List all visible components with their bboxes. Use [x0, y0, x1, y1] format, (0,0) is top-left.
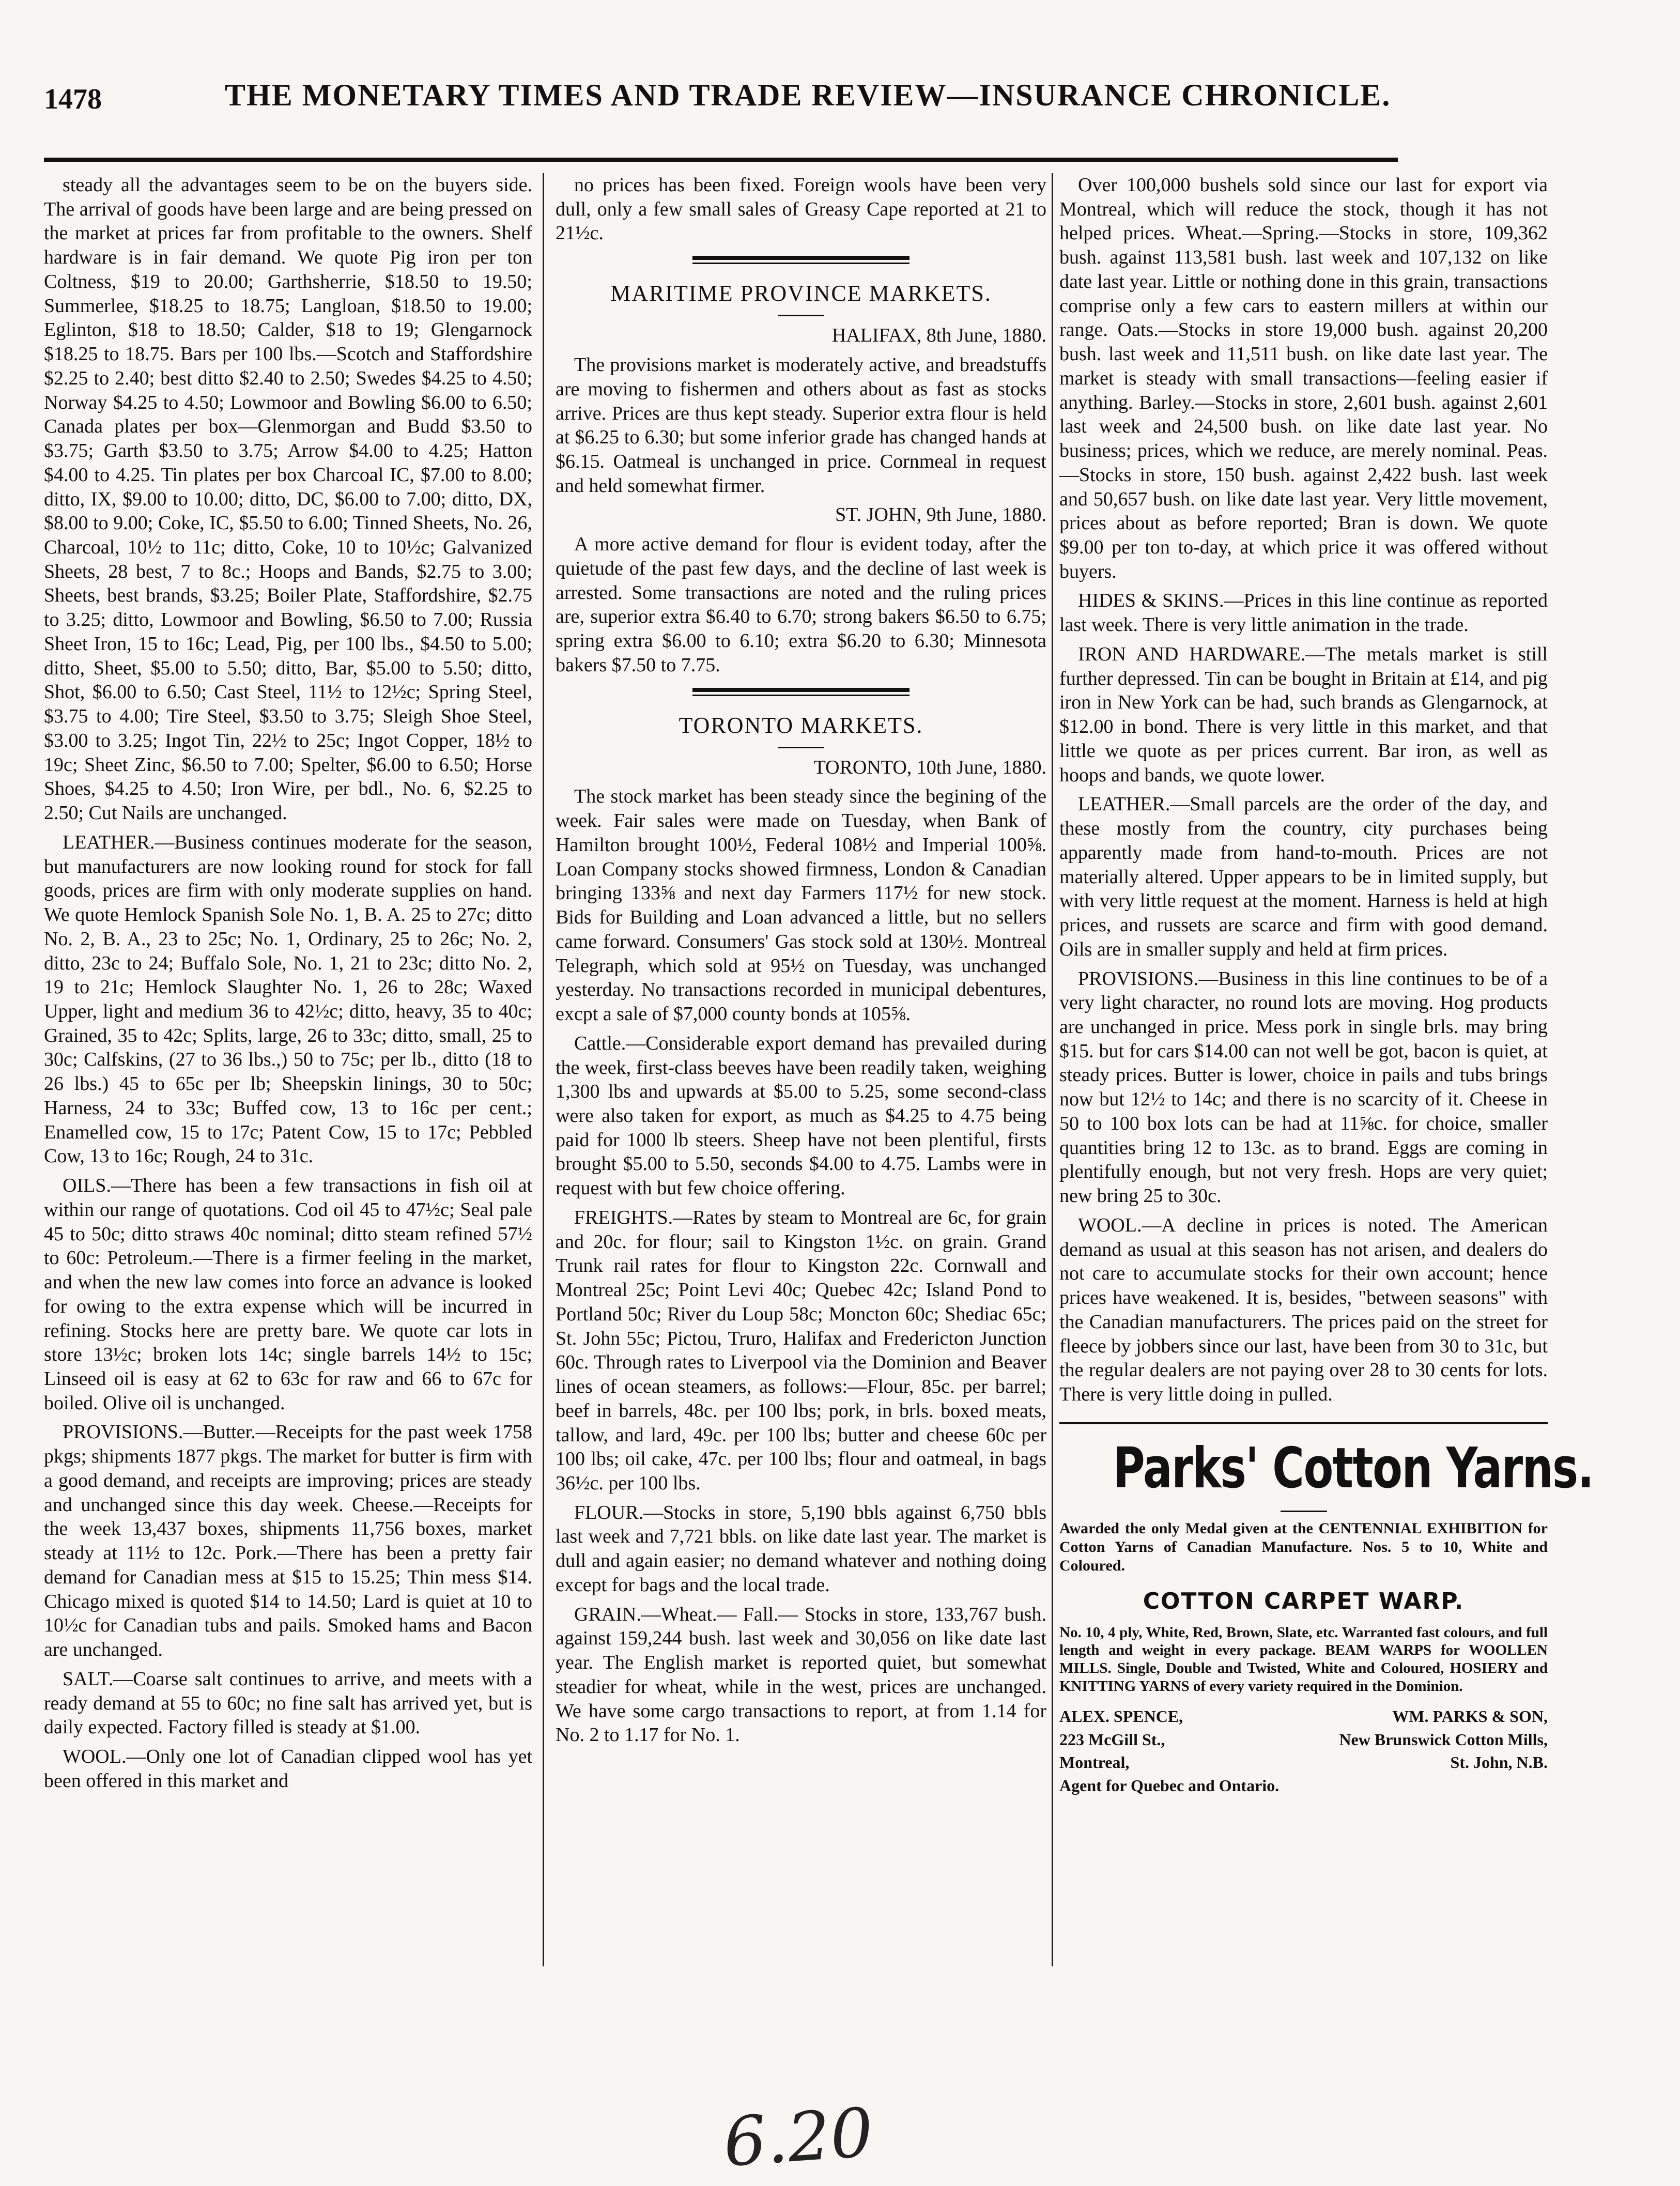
cattle-paragraph: Cattle.—Considerable export demand has prevailed during the week, first-class beeves have been readily taken, weighing 1,300 lbs and upwards at $5.00 to 5.25, some second-class were also taken for export, as much as $4.25 to 4.75 being paid for 1000 lb steers. Sheep have not been plentiful, firsts brought $5.00 to 5.50, seconds $4.00 to 4.75. Lambs were in request with but few choice offering. — [556, 1032, 1046, 1199]
freights-paragraph: FREIGHTS.—Rates by steam to Montreal are 6c, for grain and 20c. for flour; sail to Kingston 1½c. on grain. Grand Trunk rail rates for flour to Kingston 22c. Cornwall and Montreal 25c; Point Levi 40c; Quebec 42c; Island Pond to Portland 50c; River du Loup 58c; Moncton 60c; Shediac 65c; St. John 55c; Pictou, Truro, Halifax and Fredericton Junction 60c. Through rates to Liverpool via the Dominion and Beaver lines of ocean steamers, as follows:—Flour, 85c. per barrel; beef in barrels, 48c. per 100 lbs; pork, in brls. boxed meats, tallow, and lard, 49c. per 100 lbs; butter and cheese 60c per 100 lbs; oil cake, 47c. per 100 lbs; flour and oatmeal, in bags 36½c. per 100 lbs. — [556, 1206, 1046, 1494]
stjohn-dateline: ST. JOHN, 9th June, 1880. — [835, 504, 1046, 526]
wool-continued-paragraph: no prices has been fixed. Foreign wools have been very dull, only a few small sales of Greasy Cape reported at 21 to 21½c. — [556, 174, 1046, 244]
company-name: WM. PARKS & SON, — [1392, 1706, 1548, 1726]
section-divider — [692, 256, 910, 264]
column-rule — [543, 173, 544, 1966]
header-rule — [44, 158, 1398, 162]
provisions-paragraph: PROVISIONS.—Butter.—Receipts for the past week 1758 pkgs; shipments 1877 pkgs. The market for butter is firm with a good demand, and receipts are improving; prices are steady and unchanged since this day week. Cheese.—Receipts for the week 13,437 boxes, shipments 11,756 boxes, market steady at 11½ to 12c. Pork.—There has been a pretty fair demand for Canadian mess at $15 to 15.25; Thin mess $14. Chicago mixed is quoted $14 to 14.50; Lard is quiet at 10 to 10½c for Canadian tubs and pails. Smoked hams and Bacon are unchanged. — [44, 1421, 532, 1661]
wool-paragraph: WOOL.—Only one lot of Canadian clipped wool has yet been offered in this market and — [44, 1746, 532, 1792]
ad-title: Parks' Cotton Yarns. — [1113, 1436, 1594, 1501]
column-3 — [1059, 173, 1594, 1797]
salt-paragraph: SALT.—Coarse salt continues to arrive, and meets with a ready demand at 55 to 60c; no fine salt has arrived yet, but is daily expected. Factory filled is steady at $1.00. — [44, 1668, 532, 1738]
page-number: 1478 — [44, 83, 102, 115]
parks-cotton-advertisement — [1059, 1422, 1594, 1797]
toronto-dateline: TORONTO, 10th June, 1880. — [813, 756, 1046, 778]
agent-address: 223 McGill St., — [1059, 1730, 1165, 1749]
ad-subtitle: Awarded the only Medal given at the CENTENNIAL EXHIBITION for Cotton Yarns of Canadian Manufacture. Nos. 5 to 10, White and Coloured. — [1059, 1519, 1548, 1574]
halifax-paragraph: The provisions market is moderately active, and breadstuffs are moving to fishermen and others about as fast as stocks arrive. Prices are thus kept steady. Superior extra flour is held at $6.25 to 6.30; but some inferior grade has changed hands at $6.15. Oatmeal is unchanged in price. Cornmeal in request and held somewhat firmer. — [556, 354, 1046, 497]
stjohn-paragraph: A more active demand for flour is evident today, after the quietude of the past few days, and the decline of last week is arrested. Some transactions are noted and the ruling prices are, superior extra $6.40 to 6.70; strong bakers $6.50 to 6.75; spring extra $6.00 to 6.10; extra $6.20 to 6.30; Minnesota bakers $7.50 to 7.75. — [556, 533, 1046, 676]
ad-company-block — [1339, 1705, 1548, 1797]
hardware-paragraph: steady all the advantages seem to be on the buyers side. The arrival of goods have been large and are being pressed on the market at prices far from profitable to the owners. Shelf hardware is in fair demand. We quote Pig iron per ton Coltness, $19 to 20.00; Garthsherrie, $18.50 to 19.50; Summerlee, $18.25 to 18.75; Langloan, $18.50 to 19.00; Eglinton, $18 to 18.50; Calder, $18 to 19; Glengarnock $18.25 to 18.75. Bars per 100 lbs.—Scotch and Staffordshire $2.25 to 2.40; best ditto $2.40 to 2.50; Swedes $4.25 to 4.50; Norway $4.25 to 4.50; Lowmoor and Bowling $6.00 to 6.50; Canada plates per box—Glenmorgan and Budd $3.50 to $3.75; Garth $3.50 to 3.75; Arrow $4.00 to 4.25; Hatton $4.00 to 4.25. Tin plates per box Charcoal IC, $7.00 to 8.00; ditto, IX, $9.00 to 10.00; ditto, DC, $6.00 to 7.00; ditto, DX, $8.00 to 9.00; Coke, IC, $5.50 to 6.00; Tinned Sheets, No. 26, Charcoal, 10½ to 11c; ditto, Coke, 10 to 10½c; Galvanized Sheets, 28 best, 7 to 8c.; Hoops and Bands, $2.75 to 3.00; Sheets, best brands, $3.25; Boiler Plate, Staffordshire, $2.75 to 3.25; ditto, Lowmoor and Bowling, $6.50 to 7.00; Russia Sheet Iron, 15 to 16c; Lead, Pig, per 100 lbs., $4.50 to 5.00; ditto, Sheet, $5.00 to 5.50; ditto, Bar, $5.00 to 5.50; ditto, Shot, $6.00 to 6.50; Cast Steel, 11½ to 12½c; Spring Steel, $3.75 to 4.00; Tire Steel, $3.50 to 3.75; Sleigh Shoe Steel, $3.00 to 3.25; Ingot Tin, 22½ to 25c; Ingot Copper, 18½ to 19c; Sheet Zinc, $6.50 to 7.00; Spelter, $6.00 to 6.50; Horse Shoes, $4.25 to 4.50; Iron Wire, per bdl., No. 6, $2.25 to 2.50; Cut Nails are unchanged. — [44, 174, 532, 824]
iron-hardware-paragraph: IRON AND HARDWARE.—The metals market is still further depressed. Tin can be bought in Britain at £14, and pig iron in New York can be had, such brands as Glengarnock, at $12.00 in bond. There is very little in this market, and that little we quote as per prices current. Bar iron, as well as hoops and bands, we quote lower. — [1059, 643, 1548, 786]
stock-market-paragraph: The stock market has been steady since the begining of the week. Fair sales were made on Tuesday, when Bank of Hamilton brought 100½, Federal 108½ and Imperial 100⅝. Loan Company stocks showed firmness, London & Canadian bringing 133⅝ and next day Farmers 117½ for new stock. Bids for Building and Loan advanced a little, but no sellers came forward. Consumers' Gas stock sold at 130½. Montreal Telegraph, which sold at 95½ on Tuesday, was unchanged yesterday. No transactions recorded in municipal debentures, excpt a sale of $7,000 county bonds at 105⅝. — [556, 786, 1046, 1025]
flour-paragraph: FLOUR.—Stocks in store, 5,190 bbls against 6,750 bbls last week and 7,721 bbls. on like date last year. The market is dull and again easier; no demand whatever and nothing doing except for bags and the local trade. — [556, 1501, 1046, 1596]
handwritten-note: 6.20 — [721, 2093, 876, 2182]
section-divider — [692, 688, 910, 696]
leather-paragraph: LEATHER.—Small parcels are the order of the day, and these mostly from the country, city purchases being apparently made from hand-to-mouth. Prices are not materially altered. Upper appears to be in limited supply, but with very little request at the moment. Harness is held at high prices, and russets are scarce and firm with good demand. Oils are in smaller supply and held at firm prices. — [1059, 793, 1548, 960]
toronto-section-title: TORONTO MARKETS. — [679, 712, 923, 738]
halifax-dateline: HALIFAX, 8th June, 1880. — [831, 325, 1046, 347]
column-1 — [44, 173, 532, 1798]
oils-paragraph: OILS.—There has been a few transactions in fish oil at within our range of quotations. Cod oil 45 to 47½c; Seal pale 45 to 50c; ditto straws 40c nominal; ditto steam refined 57½ to 60c: Petroleum.—There is a firmer feeling in the market, and when the new law comes into force an advance is looked for owing to the extra expense which will be incurred in refining. Stocks here are pretty bare. We quote car lots in store 13½c; broken lots 14c; single barrels 14½ to 15c; Linseed oil is easy at 62 to 63c for raw and 66 to 67c for boiled. Olive oil is unchanged. — [44, 1175, 532, 1414]
short-divider — [778, 747, 824, 748]
hides-paragraph: HIDES & SKINS.—Prices in this line continue as reported last week. There is very little animation in the trade. — [1059, 590, 1548, 636]
agent-city: Montreal, — [1059, 1753, 1130, 1772]
agent-name: ALEX. SPENCE, — [1059, 1706, 1183, 1726]
ad-agent-block — [1059, 1705, 1279, 1797]
agent-note: Agent for Quebec and Ontario. — [1059, 1776, 1280, 1795]
masthead: THE MONETARY TIMES AND TRADE REVIEW—INSURANCE CHRONICLE. — [225, 78, 1391, 112]
leather-paragraph: LEATHER.—Business continues moderate for the season, but manufacturers are now looking round for stock for fall goods, prices are firm with only moderate supplies on hand. We quote Hemlock Spanish Sole No. 1, B. A. 25 to 27c; ditto No. 2, B. A., 23 to 25c; No. 1, Ordinary, 25 to 26c; No. 2, ditto, 23c to 24; Buffalo Sole, No. 1, 21 to 23c; ditto No. 2, 19 to 21c; Hemlock Slaughter No. 1, 26 to 28c; Waxed Upper, light and medium 36 to 42½c; ditto, heavy, 35 to 40c; Grained, 35 to 42c; Splits, large, 26 to 33c; ditto, small, 25 to 30c; Calfskins, (27 to 36 lbs.,) 50 to 75c; per lb., ditto (18 to 26 lbs.) 45 to 65c per lb; Sheepskin linings, 30 to 50c; Harness, 24 to 33c; Buffed cow, 13 to 16c per cent.; Enamelled cow, 15 to 17c; Patent Cow, 15 to 17c; Pebbled Cow, 13 to 16c; Rough, 24 to 31c. — [44, 831, 532, 1167]
wool-paragraph: WOOL.—A decline in prices is noted. The American demand as usual at this season has not arisen, and dealers do not care to accumulate stocks for their own account; hence prices have weakened. It is, besides, "between seasons" with the Canadian manufacturers. The prices paid on the street for fleece by jobbers since our last, have been from 30 to 31c, but the regular dealers are not paying over 28 to 30 cents for lots. There is very little doing in pulled. — [1059, 1214, 1548, 1405]
ad-heading: COTTON CARPET WARP. — [1143, 1588, 1465, 1614]
grain-continued-paragraph: Over 100,000 bushels sold since our last for export via Montreal, which will reduce the stock, though it has not helped prices. Wheat.—Spring.—Stocks in store, 109,362 bush. against 113,581 bush. last week and 107,132 on like date last year. Little or nothing done in this grain, transactions comprise only a few cars to eastern millers at within our range. Oats.—Stocks in store 19,000 bush. against 20,200 bush. last week and 11,511 bush. on like date last year. The market is steady with small transactions—feeling easier if anything. Barley.—Stocks in store, 2,601 bush. against 2,601 last week and 24,500 bush. on like date last year. No business; prices, which we reduce, are merely nominal. Peas.—Stocks in store, 150 bush. against 2,422 bush. last week and 50,657 bush. on like date last year. Very little movement, prices about as before reported; Bran is down. We quote $9.00 per ton to-day, at which price it was offered without buyers. — [1059, 174, 1548, 582]
column-rule — [1052, 173, 1053, 1966]
short-divider — [778, 315, 824, 316]
ad-body: No. 10, 4 ply, White, Red, Brown, Slate, etc. Warranted fast colours, and full length and weight in every package. BEAM WARPS for WOOLLEN MILLS. Single, Double and Twisted, White and Coloured, HOSIERY and KNITTING YARNS of every variety required in the Dominion. — [1059, 1624, 1548, 1695]
column-2 — [556, 173, 1046, 1752]
grain-paragraph: GRAIN.—Wheat.— Fall.— Stocks in store, 133,767 bush. against 159,244 bush. last week and 30,056 on like date last year. The English market is reported quiet, but somewhat steadier for wheat, while in the west, prices are unchanged. We have some cargo transactions to report, at from 1.14 for No. 2 to 1.17 for No. 1. — [556, 1603, 1046, 1746]
ad-footer — [1059, 1705, 1548, 1797]
maritime-section-title: MARITIME PROVINCE MARKETS. — [610, 281, 992, 306]
company-address: New Brunswick Cotton Mills, — [1339, 1730, 1548, 1749]
page-header — [44, 78, 1398, 140]
provisions-paragraph: PROVISIONS.—Business in this line continues to be of a very light character, no round lots are moving. Hog products are unchanged in price. Mess pork in single brls. may bring $15. but for cars $14.00 can not well be got, bacon is quiet, at steady prices. Butter is lower, choice in pails and tubs brings now but 12½ to 14c; and there is no scarcity of it. Cheese in 50 to 100 box lots can be had at 11⅝c. for choice, smaller quantities bring 12 to 13c. as to brand. Eggs are coming in plentifully enough, but not very fresh. Hops are very quiet; new bring 25 to 30c. — [1059, 967, 1548, 1207]
short-divider — [1281, 1511, 1327, 1512]
company-city: St. John, N.B. — [1450, 1753, 1548, 1772]
